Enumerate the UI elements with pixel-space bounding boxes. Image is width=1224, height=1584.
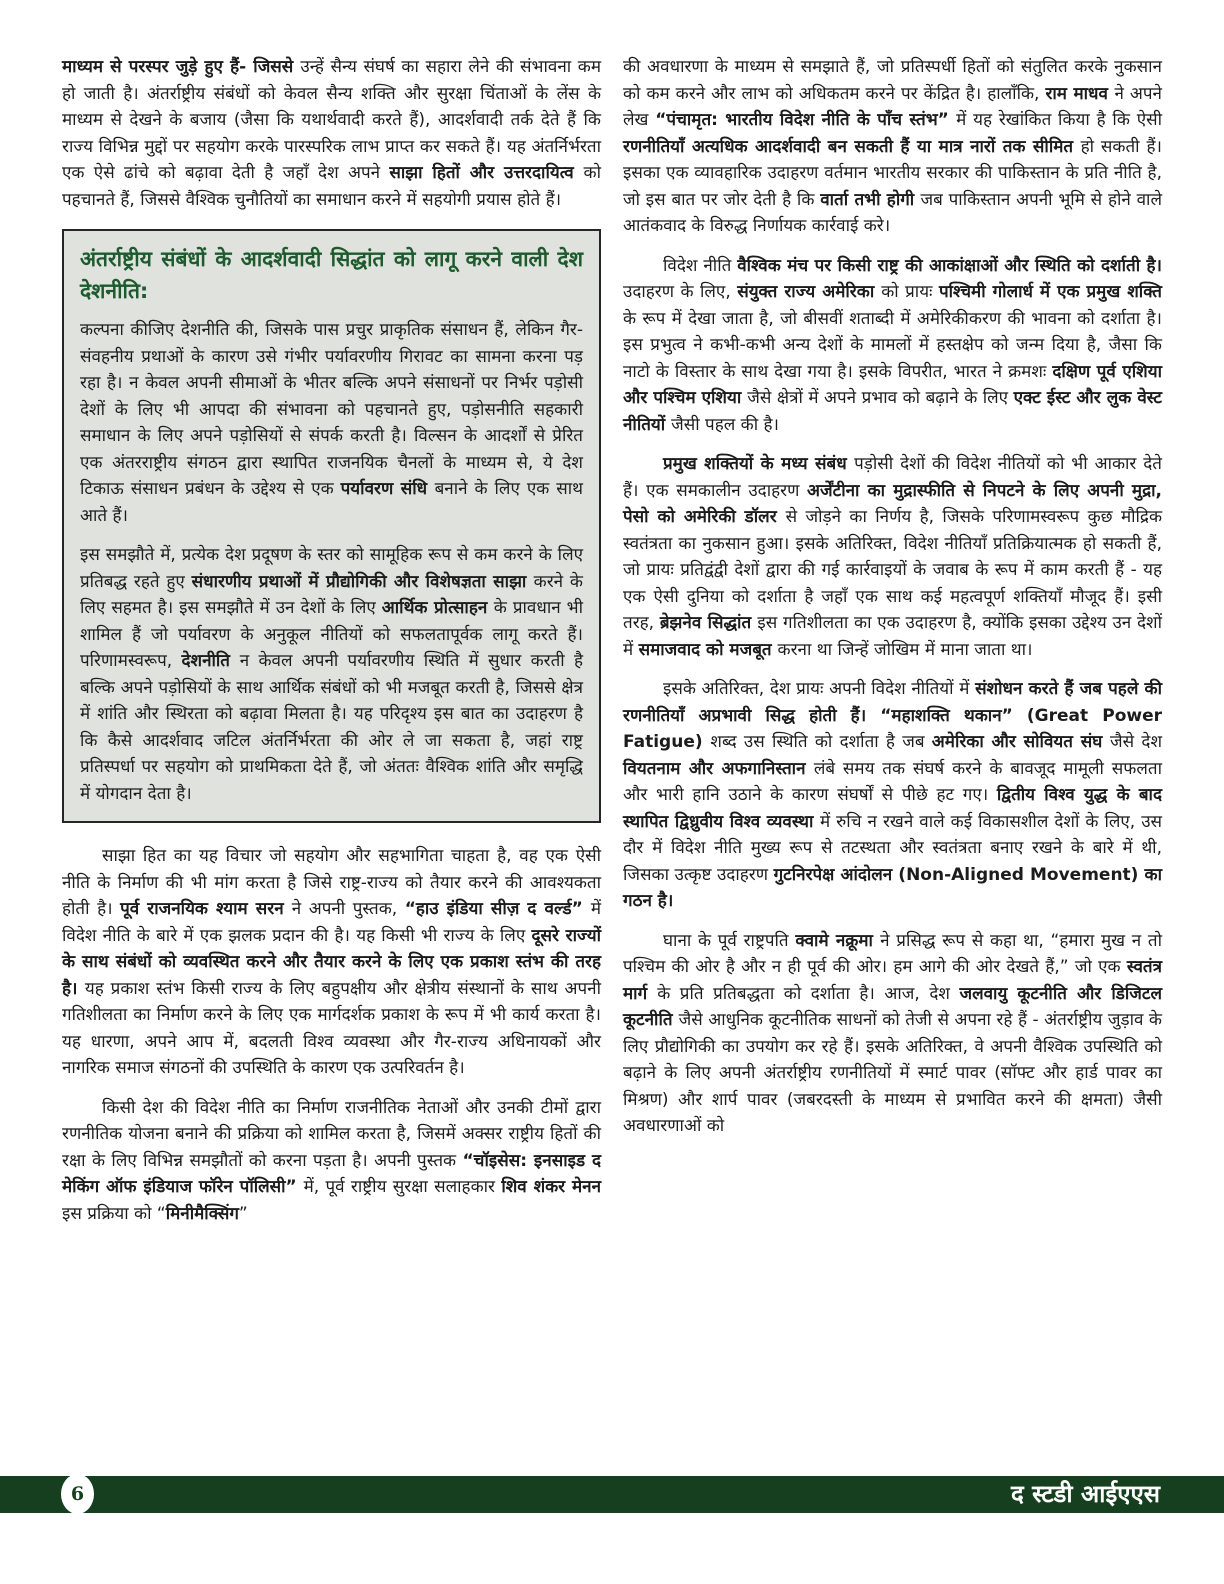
box-heading: अंतर्राष्ट्रीय संबंधों के आदर्शवादी सिद्धांत को लागू करने वाली देश देशनीति: bbox=[80, 247, 583, 303]
box-paragraph: इस समझौते में, प्रत्येक देश प्रदूषण के स्तर को सामूहिक रूप से कम करने के लिए प्रतिबद्ध रहते हुए संधारणीय प्रथाओं में प्रौद्योगिकी और विशेषज्ञता साझा करने के लिए सहमत है। इस समझौते में उन देशों के लिए आर्थिक प्रोत्साहन के प्रावधान भी शामिल हैं जो पर्यावरण के अनुकूल नीतियों को सफलतापूर्वक लागू करते हैं। परिणामस्वरूप, देशनीति न केवल अपनी पर्यावरणीय स्थिति में सुधार करती है बल्कि अपने पड़ोसियों के साथ आर्थिक संबंधों को भी मजबूत करती है, जिससे क्षेत्र में शांति और स्थिरता को बढ़ावा मिलता है। यह परिदृश्य इस बात का उदाहरण है कि कैसे आदर्शवाद जटिल अंतर्निर्भरता की ओर ले जा सकता है, जहां राष्ट्र प्रतिस्पर्धा पर सहयोग को प्राथमिकता देते हैं, जो अंततः वैश्विक शांति और समृद्धि में योगदान देता है। bbox=[80, 545, 584, 804]
paragraph: इसके अतिरिक्त, देश प्रायः अपनी विदेश नीतियों में संशोधन करते हैं जब पहले की रणनीतियाँ अप्रभावी सिद्ध होती हैं। “महाशक्ति थकान” (Great Power Fatigue) शब्द उस स्थिति को दर्शाता है जब अमेरिका और सोवियत संघ जैसे देश वियतनाम और अफगानिस्तान लंबे समय तक संघर्ष करने के बावजूद मामूली सफलता और भारी हानि उठाने के कारण संघर्षों से पीछे हट गए। द्वितीय विश्व युद्ध के बाद स्थापित द्विध्रुवीय विश्व व्यवस्था में रुचि न रखने वाले कई विकासशील देशों के लिए, उस दौर में विदेश नीति मुख्य रूप से तटस्थता और स्वतंत्रता बनाए रखने के बारे में थी, जिसका उत्कृष्ट उदाहरण गुटनिरपेक्ष आंदोलन (Non-Aligned Movement) का गठन है। bbox=[623, 679, 1162, 911]
paragraph: माध्यम से परस्पर जुड़े हुए हैं- जिससे उन्हें सैन्य संघर्ष का सहारा लेने की संभावना कम हो जाती है। अंतर्राष्ट्रीय संबंधों को केवल सैन्य शक्ति और सुरक्षा चिंताओं के लेंस के माध्यम से देखने के बजाय (जैसा कि यथार्थवादी करते हैं), आदर्शवादी तर्क देते हैं कि राज्य विभिन्न मुद्दों पर सहयोग करके पारस्परिक लाभ प्राप्त कर सकते हैं। यह अंतर्निर्भरता एक ऐसे ढांचे को बढ़ावा देती है जहाँ देश अपने साझा हितों और उत्तरदायित्व को पहचानते हैं, जिससे वैश्विक चुनौतियों का समाधान करने में सहयोगी प्रयास होते हैं। bbox=[62, 57, 601, 210]
paragraph: साझा हित का यह विचार जो सहयोग और सहभागिता चाहता है, वह एक ऐसी नीति के निर्माण की भी मांग करता है जिसे राष्ट्र-राज्य को तैयार करने की आवश्यकता होती है। पूर्व राजनयिक श्याम सरन ने अपनी पुस्तक, “हाउ इंडिया सीज़ द वर्ल्ड” में विदेश नीति के बारे में एक झलक प्रदान की है। यह किसी भी राज्य के लिए दूसरे राज्यों के साथ संबंधों को व्यवस्थित करने और तैयार करने के लिए एक प्रकाश स्तंभ की तरह है। यह प्रकाश स्तंभ किसी राज्य के लिए बहुपक्षीय और क्षेत्रीय संस्थानों के साथ अपनी गतिशीलता का निर्माण करने के लिए एक मार्गदर्शक प्रकाश के रूप में भी कार्य करता है। यह धारणा, अपने आप में, बदलती विश्व व्यवस्था और गैर-राज्य अधिनायकों और नागरिक समाज संगठनों की उपस्थिति के कारण एक उत्परिवर्तन है। bbox=[62, 846, 602, 1078]
idealism-example-box bbox=[62, 229, 601, 823]
footer-brand: द स्टडी आईएएस bbox=[1010, 1480, 1160, 1508]
content-columns bbox=[62, 54, 1162, 1240]
page-number: 6 bbox=[70, 1483, 85, 1505]
box-paragraph: कल्पना कीजिए देशनीति की, जिसके पास प्रचुर प्राकृतिक संसाधन हैं, लेकिन गैर-संवहनीय प्रथाओं के कारण उसे गंभीर पर्यावरणीय गिरावट का सामना करना पड़ रहा है। न केवल अपनी सीमाओं के भीतर बल्कि अपने संसाधनों पर निर्भर पड़ोसी देशों के लिए भी आपदा की संभावना को पहचानते हुए, पड़ोसनीति सहकारी समाधान के लिए अपने पड़ोसियों से संपर्क करती है। विल्सन के आदर्शों से प्रेरित एक अंतरराष्ट्रीय संगठन द्वारा स्थापित राजनयिक चैनलों के माध्यम से, ये देश टिकाऊ संसाधन प्रबंधन के उद्देश्य से एक पर्यावरण संधि बनाने के लिए एक साथ आते हैं। bbox=[80, 320, 583, 526]
right-column bbox=[623, 54, 1162, 1240]
paragraph: विदेश नीति वैश्विक मंच पर किसी राष्ट्र की आकांक्षाओं और स्थिति को दर्शाती है। उदाहरण के लिए, संयुक्त राज्य अमेरिका को प्रायः पश्चिमी गोलार्ध में एक प्रमुख शक्ति के रूप में देखा जाता है, जो बीसवीं शताब्दी में अमेरिकीकरण की भावना को दर्शाता है। इस प्रभुत्व ने कभी-कभी अन्य देशों के मामलों में हस्तक्षेप को जन्म दिया है, जैसा कि नाटो के विस्तार के साथ देखा गया है। इसके विपरीत, भारत ने क्रमशः दक्षिण पूर्व एशिया और पश्चिम एशिया जैसे क्षेत्रों में अपने प्रभाव को बढ़ाने के लिए एक्ट ईस्ट और लुक वेस्ट नीतियों जैसी पहल की है। bbox=[623, 255, 1162, 435]
paragraph: घाना के पूर्व राष्ट्रपति क्वामे नक्रूमा ने प्रसिद्ध रूप से कहा था, “हमारा मुख न तो पश्चिम की ओर है और न ही पूर्व की ओर। हम आगे की ओर देखते हैं,” जो एक स्वतंत्र मार्ग के प्रति प्रतिबद्धता को दर्शाता है। आज, देश जलवायु कूटनीति और डिजिटल कूटनीति जैसे आधुनिक कूटनीतिक साधनों को तेजी से अपना रहे हैं - अंतर्राष्ट्रीय जुड़ाव के लिए प्रौद्योगिकी का उपयोग कर रहे हैं। इसके अतिरिक्त, वे अपनी वैश्विक उपस्थिति को बढ़ाने के लिए अपनी अंतर्राष्ट्रीय रणनीतियों में स्मार्ट पावर (सॉफ्ट और हार्ड पावर का मिश्रण) और शार्प पावर (जबरदस्ती के माध्यम से प्रभावित करने की क्षमता) जैसी अवधारणाओं को bbox=[623, 930, 1163, 1136]
footer-bar bbox=[0, 1476, 1224, 1513]
paragraph: प्रमुख शक्तियों के मध्य संबंध पड़ोसी देशों की विदेश नीतियों को भी आकार देते हैं। एक समकालीन उदाहरण अर्जेंटीना का मुद्रास्फीति से निपटने के लिए अपनी मुद्रा, पेसो को अमेरिकी डॉलर से जोड़ने का निर्णय है, जिसके परिणामस्वरूप कुछ मौद्रिक स्वतंत्रता का नुकसान हुआ। इसके अतिरिक्त, विदेश नीतियाँ प्रतिक्रियात्मक हो सकती हैं, जो प्रायः प्रतिद्वंद्वी देशों द्वारा की गई कार्रवाइयों के जवाब के रूप में काम करती हैं - यह एक ऐसी दुनिया को दर्शाता है जहाँ एक साथ कई महत्वपूर्ण शक्तियाँ मौजूद हैं। इसी तरह, ब्रेझनेव सिद्धांत इस गतिशीलता का एक उदाहरण है, क्योंकि इसका उद्देश्य उन देशों में समाजवाद को मजबूत करना था जिन्हें जोखिम में माना जाता था। bbox=[623, 454, 1162, 660]
paragraph: किसी देश की विदेश नीति का निर्माण राजनीतिक नेताओं और उनकी टीमों द्वारा रणनीतिक योजना बनाने की प्रक्रिया को शामिल करता है, जिसमें अक्सर राष्ट्रीय हितों की रक्षा के लिए विभिन्न समझौतों को करना पड़ता है। अपनी पुस्तक “चॉइसेस: इनसाइड द मेकिंग ऑफ इंडियाज फॉरेन पॉलिसी” में, पूर्व राष्ट्रीय सुरक्षा सलाहकार शिव शंकर मेनन इस प्रक्रिया को “मिनीमैक्सिंग” bbox=[62, 1097, 602, 1224]
left-column bbox=[62, 54, 601, 1240]
page-number-badge bbox=[61, 1474, 94, 1514]
paragraph: की अवधारणा के माध्यम से समझाते हैं, जो प्रतिस्पर्धी हितों को संतुलित करके नुकसान को कम करने और लाभ को अधिकतम करने पर केंद्रित है। हालाँकि, राम माधव ने अपने लेख “पंचामृत: भारतीय विदेश नीति के पाँच स्तंभ” में यह रेखांकित किया है कि ऐसी रणनीतियाँ अत्यधिक आदर्शवादी बन सकती हैं या मात्र नारों तक सीमित हो सकती हैं। इसका एक व्यावहारिक उदाहरण वर्तमान भारतीय सरकार की पाकिस्तान के प्रति नीति है, जो इस बात पर जोर देती है कि वार्ता तभी होगी जब पाकिस्तान अपनी भूमि से होने वाले आतंकवाद के विरुद्ध निर्णायक कार्रवाई करे। bbox=[623, 57, 1162, 236]
